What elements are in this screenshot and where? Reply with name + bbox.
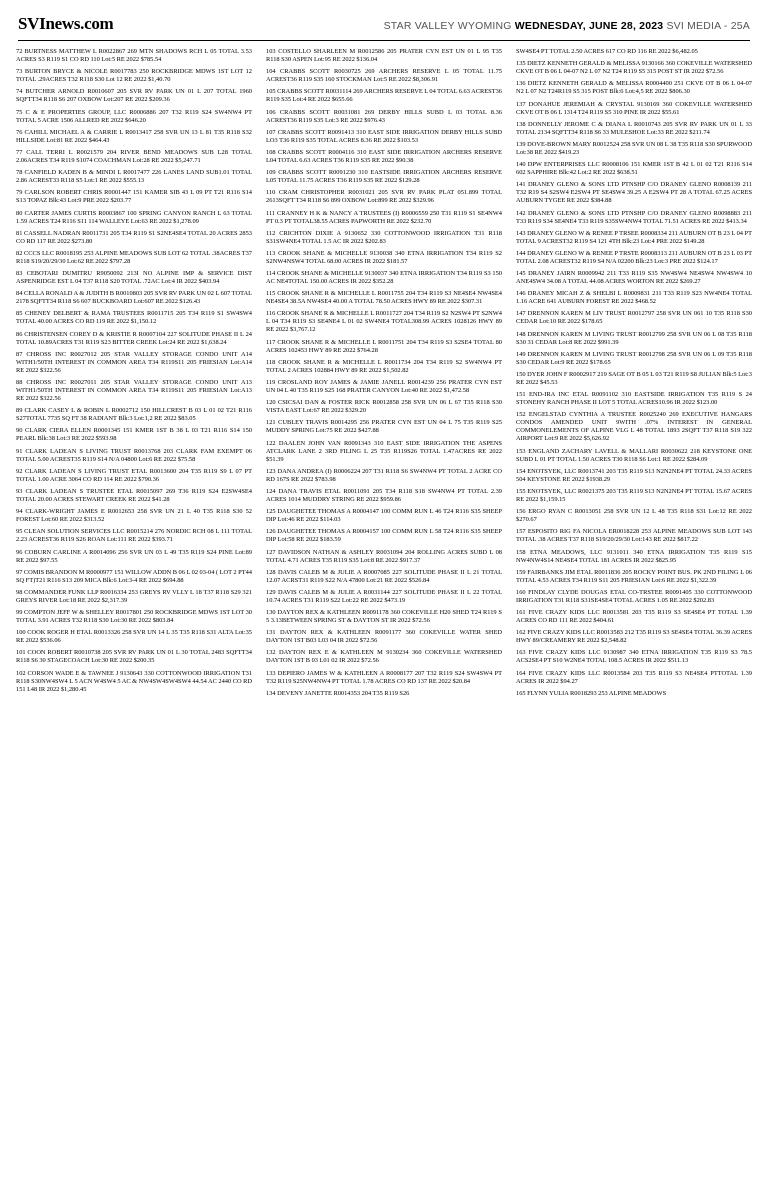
listing-entry: 135 DIETZ KENNETH GERALD & MELISSA 9130166 360 COKEVILLE WATERSHED CKVE OT B 06 L 04-07 N2 L 07 N2 T24 R119 S5 315 POST ST IR 2022 $72.56 <box>516 60 752 76</box>
listing-entry: SW4SE4 PT TOTAL 2.50 ACRES 617 CO RD 116 RE 2022 $6,482.05 <box>516 48 698 55</box>
listing-entry: 156 ERGO RYAN C R0013051 258 SVR UN 12 L 48 T35 R118 S31 Lot:12 RE 2022 $270.67 <box>516 508 752 524</box>
listing-entry: 97 COMIS BRANDON M R0000977 151 WILLOW ADDN B 06 L 02 03-04 ( LOT 2 PT44 SQ FT)T21 R116 S13 209 MICA Blk:6 Lot:3-4 RE 2022 $694.88 <box>16 568 252 584</box>
listing-entry: 110 CRAM CHRISTOPHER R0031021 205 SVR RV PARK PLAT 051.899 TOTAL 2613SQFT T34 R118 S6 899 OXBOW Lot:899 RE 2022 $329.96 <box>266 189 502 205</box>
listing-entry: 131 DAYTON REX & KATHLEEN R0091177 360 COKEVILLE WATER SHED DAYTON 1ST B03 L03 04 IR 2022 $72.56 <box>266 629 502 645</box>
listing-entry: 85 CHENEY DELBERT & RAMA TRUSTEES R0011715 205 T34 R119 S1 SW4SW4 TOTAL 40.00 ACRES CO RD 119 RE 2022 $1,150.12 <box>16 310 252 326</box>
listing-entry: 139 DOVE-BROWN MARY R0012524 258 SVR UN 08 L 38 T35 R118 S30 SPURWOOD Lot:38 RE 2022 $419.23 <box>516 140 752 156</box>
listing-entry: 75 C & E PROPERTIES GROUP, LLC R0006886 207 T32 R119 S24 SW4NW4 PT TOTAL 5 ACRE 1506 ALLRED RE 2022 $646.20 <box>16 108 252 124</box>
listing-entry: 122 DAALEN JOHN VAN R0091343 310 EAST SIDE IRRIGATION THE ASPENS ATCLARK LANE 2 3RD FILING L 25 T35 R119S26 TOTAL 1.47ACRES RE 2022 $51.39 <box>266 439 502 463</box>
listing-entry: 73 BURTON BRYCE & NICOLE R0017783 250 ROCKBRIDGE MDWS 1ST LOT 12 TOTAL .29ACRES T32 R118 S30 Lot 12 RE 2022 $1,40.70 <box>16 68 252 84</box>
listing-entry: 98 COMMANDER FUNK LLP R0016334 253 GREYS RV VLLY L 18 T37 R118 S29 321 GREYS RIVER Lot:18 RE 2022 $2,317.39 <box>16 588 252 604</box>
listing-entry: 113 CROOK SHANE & MICHELLE 9130038 340 ETNA IRRIGATION T34 R119 S2 S2NW4NSW4 TOTAL 68.00 ACRES IR 2022 $181.57 <box>266 249 502 265</box>
listing-entry: 86 CHRISTENSEN COREY D & KRISTIE R R0007104 227 SOLITUDE PHASE II L 24 TOTAL 10.89ACRES T31 R119 S23 BITTER CREEK Lot:24 RE 2022 $1,638.24 <box>16 330 252 346</box>
listing-entry: 150 DYER JOHN F R0002917 219 SAGE OT B 05 L 03 T21 R119 S8 JULIAN Blk:5 Lot:3 RE 2022 $45.53 <box>516 371 752 386</box>
listing-entry: 115 CROOK SHANE R & MICHELLE L R0011755 204 T34 R119 S3 NE4SE4 NW4SE4 NE4SE4 38.5A NW4SE4 40.00 A TOTAL 78.50 ACRES HWY 89 RE 2022 $307.31 <box>266 290 502 306</box>
listing-entry: 134 DEVENY JANETTE R0014353 204 T35 R119 S26 <box>266 689 410 697</box>
listing-entry: 126 DAUGHETEE THOMAS A R0004157 100 COMM RUN L 58 T24 R116 S35 SHEEP DIP Lot:58 RE 2022 $183.59 <box>266 528 502 544</box>
listing-entry: 142 DRANEY GLENO & SONS LTD PTNSHP C/O DRANEY GLENO R0098883 211 T33 R119 S34 SE4NE4 T33 R119 S35SW4NW4 TOTAL 71.51 ACRES RE 2022 $413.34 <box>516 209 752 225</box>
listing-entry: 87 CHROSS INC R0027012 205 STAR VALLEY STORAGE CONDO UNIT A14 WITH1/50TH INTEREST IN COMMON AREA T34 R119S11 205 FRIESIAN Lot:A14 RE 2022 $322.56 <box>16 350 252 374</box>
listing-entry: 121 CUBLEY TRAVIS R0014295 256 PRATER CYN EST UN 04 L 75 T35 R119 S25 MUDDY SPRING Lot:75 RE 2022 $427.88 <box>266 419 502 435</box>
listing-entry: 137 DONAHUE JEREMIAH & CRYSTAL 9130169 360 COKEVILLE WATERSHED CKVE OT B 06 L 1314 T24 R119 S5 310 PINE IR 2022 $55.61 <box>516 100 752 116</box>
listing-entry: 112 CRICHTON DIXIE A 9130652 330 COTTONWOOD IRRIGATION T31 R118 S31SW4NE4 TOTAL 1.5 AC IR 2022 $202.83 <box>266 229 502 245</box>
listing-entry: 144 DRANEY GLENO W & RENEE P TRSTE R0008313 211 AUBURN OT B 23 L 03 PT TOTAL 2.08 ACREST32 R119 S4 N/A 02200 Blk:23 Lot:3 PRE 2022 $124.17 <box>516 249 752 265</box>
listing-entry: 107 CRABBS SCOTT R0091413 310 EAST SIDE IRRIGATION DERBY HILLS SUBD LO3 T36 R119 S35 TOTAL ACRES 8.36 RE 2022 $103.53 <box>266 128 502 144</box>
listing-entry: 159 FAIRBANKS JIM ETAL R0011836 205 ROCKY POINT BUS. PK 2ND FILING L 06 TOTAL 4.53 ACRES T34 R119 S11 205 FRIESIAN Lot:6 RE 2022 $1,322.39 <box>516 568 752 584</box>
listing-entry: 151 END-IRA INC ETAL R0091102 310 EASTSIDE IRRIGATION T35 R119 S 24 STONEHY RANCH PHASE II LOT 5 TOTAL ACRES10.96 IR 2022 $123.00 <box>516 391 752 407</box>
listing-entry: 106 CRABBS SCOTT R0031081 269 DERBY HILLS SUBD L 03 TOTAL 8.36 ACREST36 R119 S35 Lot:3 RE 2022 $976.43 <box>266 108 502 124</box>
listing-entry: 90 CLARK CIERA ELLEN R0001345 151 KMER 1ST B 38 L 03 T21 R116 S14 150 PEARL Blk:38 Lot:3 RE 2022 $593.98 <box>16 427 252 443</box>
listing-entry: 81 CASSELL NADRAN R0011731 205 T34 R119 S1 S2NE4SE4 TOTAL 20 ACRES 2853 CO RD 117 RE 2022 $273.80 <box>16 229 252 245</box>
listing-entry: 158 ETNA MEADOWS, LLC 9131011 340 ETNA IRRIGATION T35 R119 S15 NW4NW4S14 NE4SE4 TOTAL 181 ACRES IR 2022 $825.95 <box>516 548 752 564</box>
listing-entry: 100 COOK ROGER H ETAL R0013326 258 SVR UN 14 L 35 T35 R118 S31 ALTA Lot:35 RE 2022 $536.06 <box>16 629 252 645</box>
listing-entry: 128 DAVIS CALEB M & JULIE A R0007085 227 SOLITUDE PHASE II L 21 TOTAL 12.07 ACRST31 R119 S22 N/A 47800 Lot:21 RE 2022 $526.84 <box>266 568 502 584</box>
listing-entry: 88 CHROSS INC R0027011 205 STAR VALLEY STORAGE CONDO UNIT A13 WITH1/50TH INTEREST IN COMMON AREA T34 R119S11 205 FRIESIAN Lot:A13 RE 2022 $322.56 <box>16 379 252 402</box>
listing-entry: 163 FIVE CRAZY KIDS LLC 9130987 340 ETNA IRRIGATION T35 R119 S3 78.5 ACS2SE4 PT S10 W2NE4 TOTAL 108.5 ACRES IR 2022 $511.13 <box>516 649 752 665</box>
listing-entry: 116 CROOK SHANE R & MICHELLE L R0011727 204 T34 R119 S2 N2SW4 PT S2NW4 L 04 T34 R119 S3 SE4NE4 L 01 02 SW4NE4 TOTAL308.99 ACRES 1028126 HWY 89 RE 2022 $3,767.12 <box>266 310 502 334</box>
listing-entry: 95 CLEAN SOLUTION SERVICES LLC R0015214 276 NORDIC RCH 08 L 111 TOTAL 2.23 ACREST36 R119 S26 ROAN Lot:111 RE 2022 $393.71 <box>16 528 252 544</box>
column-2 <box>266 48 502 1168</box>
listing-entry: 136 DIETZ KENNETH GERALD & MELISSA R0004400 251 CKVE OT B 06 L 04-07 N2 L 07 N2 T24R119 S5 315 POST Blk:6 Lot:4,5 RE 2022 $806.30 <box>516 80 752 96</box>
masthead-source: SVI MEDIA - 25A <box>666 20 750 32</box>
listing-entry: 96 COBURN CARLINE A R0014096 256 SVR UN 03 L 49 T35 R119 S24 PINE Lot:89 RE 2022 $97.55 <box>16 548 252 564</box>
masthead <box>16 14 752 40</box>
listing-entry: 111 CRANNEY H K & NANCY A TRUSTEES (I) R0006559 250 T31 R119 S1 SE4NW4 PT 0.3 PT TOTAL38.55 ACRES PAPWORTH RE 2022 $232.70 <box>266 209 502 225</box>
listing-entry: 124 DANA TRAVIS ETAL R0011091 205 T34 R118 S18 SW4NW4 PT TOTAL 2.39 ACRES 1014 MUDDRY STRING RE 2022 $959.86 <box>266 487 502 503</box>
listing-entry: 114 CROOK SHANE & MICHELLE 9130037 340 ETNA IRRIGATION T34 R119 S3 150 AC NE4TOTAL 150.00 ACRES IR 2022 $352.28 <box>266 270 502 286</box>
listing-entry: 160 FINDLAY CLYDE DOUGAS ETAL CO-TRSTEE R0091405 330 COTTONWOOD IRRIGATION T31 R118 S31SE4SE4 TOTAL ACRES 1.05 RE 2022 $202.83 <box>516 588 752 604</box>
listing-entry: 148 DRENNON KAREN M LIVING TRUST R0012799 258 SVR UN 06 L 08 T35 R118 S30 31 CEDAR Lot:8 RE 2022 $991.39 <box>516 330 752 346</box>
listing-entry: 132 DAYTON REX E & KATHLEEN M 9130234 360 COKEVILLE WATERSHED DAYTON 1ST B 03 L01 02 IR 2022 $72.56 <box>266 649 502 665</box>
listing-entry: 80 CARTER JAMES CURTIS R0003867 100 SPRING CANYON RANCH L 63 TOTAL 1.59 ACRES T24 R116 S11 114 WALLEYE Lot:63 RE 2022 $1,278.09 <box>16 209 252 225</box>
listing-entry: 91 CLARK LADEAN S LIVING TRUST R0013768 203 CLARK FAM EXEMPT 06 TOTAL 5.00 ACREST35 R119 S14 N/A 04800 Lot:6 RE 2022 $75.58 <box>16 447 252 463</box>
listing-entry: 141 DRANEY GLENO & SONS LTD PTNSHP C/O DRANEY GLENO R0008139 211 T32 R19 S4 S2SW4 E2SW4 PT SE4SW4 39.25 A E2SW4 PT 28 A TOTAL 67.25 ACRES AUBURN TYGEE RE 2022 $384.88 <box>516 181 752 205</box>
listing-entry: 83 CEBOTARI DUMITRU R9050092 213I NO ALPINE IMP & SERVICE DIST ASPENRIDGE EST L 04 T37 R118 S20 TOTAL .72AC Lot:4 IR 2022 $403.94 <box>16 270 252 286</box>
listing-entry: 104 CRABBS SCOTT R0030725 269 ARCHERS RESERVE L 05 TOTAL 11.75 ACREST36 R119 S35 160 STOCKMAN Lot:5 RE 2022 $8,306.91 <box>266 68 502 84</box>
listing-entry: 152 ENGELSTAD CYNTHIA A TRUSTEE R0025240 269 EXECUTIVE HANGARS CONDOS AMENDED UNIT 9WITH .07% INTEREST IN GENERAL COMMONELEMENTS OF ALPINE VLG L 48 TOTAL 1893 2SQFT T37 R118 S19 322 AIRPORT Lot:9 RE 2022 $5,626.92 <box>516 411 752 443</box>
listing-entry: 78 CANFIELD KADEN B & MINDI L R0017477 226 LANES LAND SUB1.01 TOTAL 2.86 ACREST33 R118 S5 Lot:1 RE 2022 $555.13 <box>16 169 252 185</box>
listing-entry: 103 COSTELLO SHARLEEN M R0012586 205 PRATER CYN EST UN 01 L 95 T35 R118 S30 ASPEN Lot:95 RE 2022 $136.04 <box>266 48 502 63</box>
publication-logo: SVInews.com <box>18 14 114 33</box>
listing-entry: 118 CROOK SHANE R & MICHELLE L R0011734 204 T34 R119 S2 SW4NW4 PT TOTAL 2 ACRES 102884 HWY 89 RE 2022 $1,502.82 <box>266 358 502 374</box>
listing-entry: 165 FLYNN YULIA R0018293 253 ALPINE MEADOWS <box>516 689 667 697</box>
listing-entry: 79 CARLSON ROBERT CHRIS R0001447 151 KAMER SIB 43 L 09 PT T21 R116 S14 S13 TOPAZ Blk:43 Lot:9 PRE 2022 $203.77 <box>16 189 252 205</box>
masthead-location: STAR VALLEY WYOMING <box>383 20 512 32</box>
listing-entry: 89 CLARK CASEY L & ROBIN L R0002712 150 HILLCREST B 03 L 01 02 T21 R116 S27TOTAL 7735 SQ FT 38 RADIANT Blk:3 Lot:1,2 RE 2022 $83.05 <box>16 407 252 423</box>
listing-entry: 153 ENGLAND ZACHARY LAVELL & MALLARI R0030622 218 KEYSTONE ONE SUBD L 01 PT TOTAL 1.50 ACRES T30 R118 S6 Lot:1 RE 2022 $284.09 <box>516 447 752 463</box>
listing-entry: 72 BURTNESS MATTHEW L R0022867 269 MTN SHADOWS RCH L 05 TOTAL 3.53 ACRES S3 R119 S1 CO RD 110 Lot:5 RE 2022 $785.54 <box>16 48 252 63</box>
listing-entry: 94 CLARK-WRIGHT JAMES E R0012653 258 SVR UN 21 L 40 T35 R118 S30 52 FOREST Lot:60 RE 2022 $313.52 <box>16 508 252 524</box>
listing-entry: 127 DAVIDSON NATHAN & ASHLEY R0031094 204 ROLLING ACRES SUBD L 08 TOTAL 4.71 ACRES T35 R119 S35 Lot:8 RE 2022 $917.37 <box>266 548 502 564</box>
listing-entry: 146 DRANEY MICAH Z & SHELBI L R0009831 211 T33 R119 S23 NW4NE4 TOTAL 1.16 ACRE 641 AUBURN FOREST RE 2022 $468.52 <box>516 290 752 306</box>
listing-entry: 133 DEPIERO JAMES W & KATHLEEN A R0008177 207 T32 R119 S24 SW4SW4 PT T32 R119 S25NW4NW4 PT TOTAL 1.78 ACRES CO RD 137 RE 2022 $20.84 <box>266 669 502 685</box>
listing-entry: 145 DRANEY JAIRN R0009942 211 T33 R119 S35 NW4SW4 NE4SW4 NW4SW4 10 ANE4SW4 34.08 A TOTAL 44.08 ACRES WORTON RE 2022 $269.27 <box>516 270 752 286</box>
listing-entry: 99 COMPTON JEFF W & SHELLEY R0017801 250 ROCKBRIDGE MDWS 1ST LOT 30 TOTAL 3.91 ACRES T32 R118 S30 Lot:30 RE 2022 $803.84 <box>16 609 252 625</box>
listing-entry: 77 CALL TERRI L R0021579 204 RIVER BEND MEADOWS SUB L28 TOTAL 2.06ACRES T34 R119 S1074 COACHMAN Lot:28 RE 2022 $5,247.71 <box>16 148 252 164</box>
listing-entry: 140 DPW ENTERPRISES LLC R0008106 151 KMER 1ST B 42 L 01 02 T21 R116 S14 602 SAPPHIRE Blk:42 Lot:2 RE 2022 $638.51 <box>516 161 752 177</box>
columns-container <box>16 48 752 1168</box>
masthead-date: WEDNESDAY, JUNE 28, 2023 <box>514 20 664 32</box>
listing-entry: 82 CCCS LLC R0018195 253 ALPINE MEADOWS SUB LOT 62 TOTAL .38ACRES T37 R118 S19/20/29/30 Lot:62 RE 2022 $797.28 <box>16 249 252 265</box>
listing-entry: 149 DRENNON KAREN M LIVING TRUST R0012798 258 SVR UN 06 L 09 T35 R118 S30 CEDAR Lot:9 RE 2022 $178.65 <box>516 350 752 366</box>
listing-entry: 108 CRABBS SCOTT R0004116 310 EAST SIDE IRRIGATION ARCHERS RESERVE L04 TOTAL 6.63 ACRES T36 R119 S35 RE 2022 $90.38 <box>266 148 502 164</box>
listing-entry: 138 DONNELLY JEROME C & DIANA L R0010743 205 SVR RV PARK UN 01 L 33 TOTAL 2134 SQFTT34 R118 S6 33 MULESHOE Lot:33 RE 2022 $211.74 <box>516 120 752 136</box>
listing-entry: 102 CORSON WADE E & TAWNEE J 9130643 330 COTTONWOOD IRRIGATION T31 R118 S30NW4SW4 L 5 ACN W4SW4 5 AC & NW4SW4SW4SW4 44.54 AC 2440 CO RD 151 I.48 IR 2022 $1,280.45 <box>16 669 252 693</box>
listing-entry: 147 DRENNON KAREN M LIV TRUST R0012797 258 SVR UN 061 10 T35 R118 S30 CEDAR Lot:10 RE 2022 $178.65 <box>516 310 752 326</box>
listing-entry: 155 ENOTSYEK, LLC R0021375 203 T35 R119 S13 N2N2NE4 PT TOTAL 15.67 ACRES RE 2022 $1,159.15 <box>516 487 752 503</box>
listing-entry: 154 ENOTSYEK, LLC R0013741 203 T35 R119 S13 N2N2NE4 PT TOTAL 24.33 ACRES 504 KEYSTONE RE 2022 $1938.29 <box>516 467 752 483</box>
listing-entry: 105 CRABBS SCOTT R0031114 269 ARCHERS RESERVE L 04 TOTAL 6.63 ACREST36 R119 S35 Lot:4 RE 2022 $655.66 <box>266 88 502 104</box>
listing-entry: 161 FIVE CRAZY KIDS LLC R0013581 203 T35 R119 S3 SE4SE4 PT TOTAL 1.39 ACRES CO RD 111 RE 2022 $404.61 <box>516 609 752 625</box>
listing-entry: 76 CAHILL MICHAEL A & CARRIE L R0013417 258 SVR UN 13 L 81 T35 R118 S32 HILLSIDE Lot:81 RE 2022 $464.43 <box>16 128 252 144</box>
listing-entry: 117 CROOK SHANE R & MICHELLE L R0011751 204 T34 R119 S3 S2SE4 TOTAL 80 ACRES 102453 HWY 89 RE 2022 $764.28 <box>266 338 502 354</box>
column-3 <box>516 48 752 1168</box>
listing-entry: 157 ESPOSITO RIG FA NICOLA ER0018228 253 ALPINE MEADOWS SUB LOT 143 TOTAL .38 ACRES T37 R118 S19/20/29/30 Lot:143 RE 2022 $817.22 <box>516 528 752 544</box>
column-1 <box>16 48 252 1168</box>
listing-entry: 130 DAYTON REX & KATHLEEN R0091178 360 COKEVILLE H20 SHED T24 R119 S 5 3.13BETWEEN SPRING ST & DAYTON ST IR 2022 $72.56 <box>266 609 502 625</box>
listing-entry: 162 FIVE CRAZY KIDS LLC R0013583 212 T35 R119 S3 SE4SE4 TOTAL 36.39 ACRES HWY 89/CREAMERY RE 2022 $2,548.82 <box>516 629 752 645</box>
listing-entry: 93 CLARK LADEAN S TRUSTEE ETAL R0015097 269 T36 R119 S24 E2SW4SE4 TOTAL 20.00 ACRES STEWART CREEK RE 2022 $41.28 <box>16 487 252 503</box>
listing-entry: 74 BUTCHER ARNOLD R0010607 205 SVR RV PARK UN 01 L 207 TOTAL 1960 SQFTT34 R118 S6 207 OXBOW Lot:207 RE 2022 $209.36 <box>16 88 252 104</box>
listing-entry: 101 COON ROBERT R0010738 205 SVR RV PARK UN 01 L 30 TOTAL 2483 SQFTT34 R118 S6 30 STAGECOACH Lot:30 RE 2022 $200.35 <box>16 649 252 665</box>
listing-entry: 143 DRANEY GLENO W & RENEE P TRSEE R0008334 211 AUBURN OT B 23 L 04 PT TOTAL 9 ACREST32 R119 S4 121 4TH Blk:23 Lot:4 PRE 2022 $149.28 <box>516 229 752 245</box>
listing-entry: 84 CELLA RONALD A & JUDITH B R0010803 205 SVR RV PARK UN 02 L 607 TOTAL 2178 SQFTT34 R118 S6 607 BUCKBOARD Lot:607 RE 2022 $126.43 <box>16 290 252 306</box>
listing-entry: 125 DAUGHETEE THOMAS A R0004147 100 COMM RUN L 46 T24 R116 S35 SHEEP DIP Lot:46 RE 2022 $114.03 <box>266 508 502 524</box>
listing-entry: 109 CRABBS SCOTT R0091230 310 EASTSIDE IRRIGATION ARCHERS RESERVE L05 TOTAL 11.75 ACRES T36 R119 S35 RE 2022 $129.28 <box>266 169 502 185</box>
masthead-divider <box>18 40 750 41</box>
listing-entry: 120 CSICSAI DAN & FOSTER RICK R0012858 258 SVR UN 06 L 67 T35 R118 S30 VISTA EAST Lot:67 RE 2022 $329.20 <box>266 399 502 415</box>
listing-entry: 164 FIVE CRAZY KIDS LLC R0013584 203 T35 R119 S3 NE4SE4 PTTOTAL 1.39 ACRES IR 2022 $94.27 <box>516 669 752 685</box>
listing-entry: 92 CLARK LADEAN S LIVING TRUST ETAL R0013600 204 T35 R119 S9 L 07 PT TOTAL 1.00 ACRE 3064 CO RD 114 RE 2022 $790.36 <box>16 467 252 483</box>
listing-entry: 123 DANA ANDREA (I) R0006224 207 T31 R118 S6 SW4NW4 PT TOTAL 2 ACRE CO RD 167S RE 2022 $783.98 <box>266 467 502 483</box>
masthead-info <box>384 20 750 32</box>
listing-entry: 119 CROSLAND ROY JAMES & JAMIE JANELL R0014239 256 PRATER CYN EST UN 04 L 40 T35 R119 S25 168 PRATER CANYON Lot:40 RE 2022 $1,472.58 <box>266 379 502 394</box>
listing-entry: 129 DAVIS CALEB M & JULIE A R0031144 227 SOLITUDE PHASE II L 22 TOTAL 10.74 ACRES T31 R119 S22 Lot:22 RE 2022 $473.19 <box>266 588 502 604</box>
